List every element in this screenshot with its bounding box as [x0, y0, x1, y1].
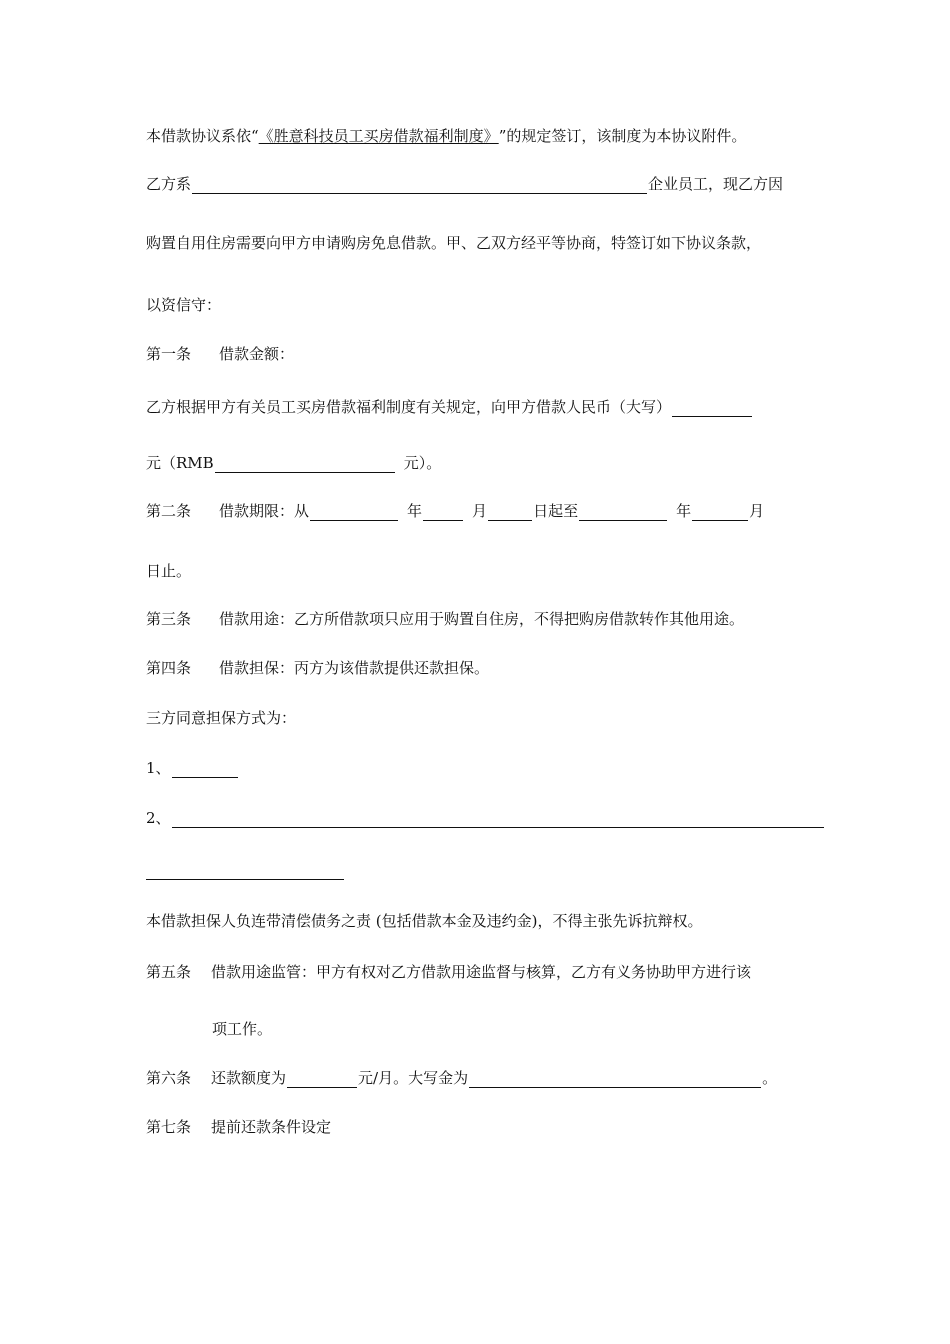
- article-2-end-line: [146, 561, 191, 581]
- intro-before: 本借款协议系依“: [146, 127, 259, 145]
- policy-name: 《胜意科技员工买房借款福利制度》: [258, 127, 499, 145]
- item-1-number: 1、: [146, 759, 171, 777]
- article-6-line: [146, 1068, 777, 1088]
- item-1-blank[interactable]: [172, 761, 238, 778]
- article-1-text: 乙方根据甲方有关员工买房借款福利制度有关规定，向甲方借款人民币（大写）: [146, 398, 672, 416]
- party-b-suffix: 企业员工，现乙方因: [648, 175, 784, 193]
- article-5-text: 借款用途监管：甲方有权对乙方借款用途监督与核算，乙方有义务协助甲方进行该: [211, 963, 752, 981]
- article-6-prefix: 还款额度为: [211, 1069, 287, 1087]
- end-year-label: 年: [676, 502, 692, 520]
- article-1-text-line: [146, 397, 753, 417]
- article-4-text: 借款担保：丙方为该借款提供还款担保。: [219, 659, 490, 677]
- item-2-continuation-blank[interactable]: [146, 879, 344, 880]
- day-to-label: 日起至: [533, 502, 579, 520]
- article-4-line: [146, 658, 489, 678]
- article-7-title: 第七条: [146, 1118, 192, 1136]
- rmb-line: [146, 453, 441, 473]
- purpose-line: [146, 233, 761, 253]
- article-5-line: [146, 962, 751, 982]
- article-2-line: [146, 501, 764, 521]
- rmb-prefix: 元（RMB: [146, 454, 214, 472]
- start-year-label: 年: [407, 502, 423, 520]
- article-1-title: 第一条: [146, 345, 192, 363]
- end-month-label: 月: [749, 502, 765, 520]
- item-2-blank[interactable]: [172, 811, 824, 828]
- guarantee-agree: 三方同意担保方式为：: [146, 709, 297, 727]
- article-3-line: [146, 609, 744, 629]
- start-month-label: 月: [472, 502, 488, 520]
- article-5-cont: 项工作。: [212, 1020, 273, 1038]
- item-2-number: 2、: [146, 809, 171, 827]
- repayment-uppercase-blank[interactable]: [469, 1071, 761, 1088]
- article-7-line: [146, 1117, 331, 1137]
- liability-text: 本借款担保人负连带清偿债务之责 (包括借款本金及违约金)，不得主张先诉抗辩权。: [146, 912, 703, 930]
- party-b-prefix: 乙方系: [146, 175, 192, 193]
- guarantee-agree-line: [146, 708, 296, 728]
- article-2-title: 第二条: [146, 502, 192, 520]
- article-1-heading-text: 借款金额：: [219, 345, 295, 363]
- end-month-blank[interactable]: [692, 504, 748, 521]
- article-4-title: 第四条: [146, 659, 192, 677]
- start-year-blank[interactable]: [310, 504, 398, 521]
- rmb-suffix: 元）。: [403, 454, 442, 472]
- article-2-heading: 借款期限：从: [219, 502, 310, 520]
- company-blank[interactable]: [192, 177, 647, 194]
- article-5-cont-line: [212, 1019, 272, 1039]
- article-1-heading: [146, 344, 294, 364]
- article-6-end: 。: [762, 1069, 778, 1087]
- purpose-text: 购置自用住房需要向甲方申请购房免息借款。甲、乙双方经平等协商，特签订如下协议条款，: [146, 234, 762, 252]
- guarantee-item-1: [146, 758, 239, 778]
- amount-uppercase-blank[interactable]: [672, 400, 752, 417]
- amount-rmb-blank[interactable]: [215, 456, 395, 473]
- end-year-blank[interactable]: [579, 504, 667, 521]
- intro-line: [146, 126, 746, 146]
- repayment-amount-blank[interactable]: [287, 1071, 357, 1088]
- purpose-end: 以资信守：: [146, 296, 222, 314]
- liability-line: [146, 911, 702, 931]
- article-2-end: 日止。: [146, 562, 192, 580]
- purpose-end-line: [146, 295, 221, 315]
- intro-after: ”的规定签订，该制度为本协议附件。: [498, 127, 747, 145]
- article-7-text: 提前还款条件设定: [211, 1118, 332, 1136]
- article-6-unit: 元/月。大写金为: [358, 1069, 469, 1087]
- party-b-line: [146, 174, 783, 194]
- article-3-text: 借款用途：乙方所借款项只应用于购置自住房，不得把购房借款转作其他用途。: [219, 610, 745, 628]
- start-month-blank[interactable]: [423, 504, 463, 521]
- article-5-title: 第五条: [146, 963, 192, 981]
- start-day-blank[interactable]: [488, 504, 532, 521]
- article-3-title: 第三条: [146, 610, 192, 628]
- guarantee-item-2: [146, 808, 825, 828]
- article-6-title: 第六条: [146, 1069, 192, 1087]
